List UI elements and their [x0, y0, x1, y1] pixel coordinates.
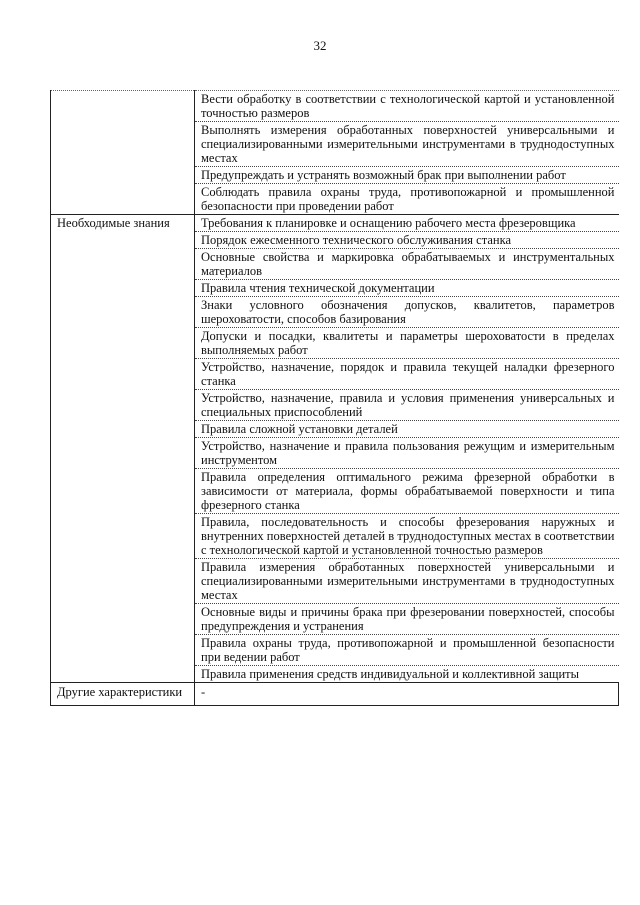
requirement-item: Вести обработку в соответствии с технологической картой и установленной точностью размеров: [195, 91, 619, 122]
requirement-item: Правила измерения обработанных поверхностей универсальными и специализированными измерительными инструментами в труднодоступных местах: [195, 559, 619, 604]
requirement-item: Устройство, назначение и правила пользования режущим и измерительным инструментом: [195, 438, 619, 469]
requirement-item: Правила охраны труда, противопожарной и промышленной безопасности при ведении работ: [195, 635, 619, 666]
requirement-item: Знаки условного обозначения допусков, квалитетов, параметров шероховатости, способов базирования: [195, 297, 619, 328]
table-body: [51, 91, 619, 706]
requirement-item: Соблюдать правила охраны труда, противопожарной и промышленной безопасности при проведении работ: [195, 184, 619, 215]
page-number: 32: [313, 38, 327, 53]
requirement-item: Правила сложной установки деталей: [195, 421, 619, 438]
requirement-item: Правила чтения технической документации: [195, 280, 619, 297]
other-characteristics-row: [51, 683, 619, 706]
requirement-item: Допуски и посадки, квалитеты и параметры шероховатости в пределах выполняемых работ: [195, 328, 619, 359]
requirement-item: Основные свойства и маркировка обрабатываемых и инструментальных материалов: [195, 249, 619, 280]
requirement-item: Требования к планировке и оснащению рабочего места фрезеровщика: [195, 215, 619, 232]
requirement-item: Правила применения средств индивидуальной и коллективной защиты: [195, 666, 619, 683]
section-label-continued: [51, 91, 195, 215]
table-row: [51, 91, 619, 122]
other-characteristics-value: -: [195, 683, 619, 706]
section-label: Необходимые знания: [51, 215, 195, 683]
requirement-item: Основные виды и причины брака при фрезеровании поверхностей, способы предупреждения и устранения: [195, 604, 619, 635]
requirement-item: Порядок ежесменного технического обслуживания станка: [195, 232, 619, 249]
requirement-item: Устройство, назначение, порядок и правила текущей наладки фрезерного станка: [195, 359, 619, 390]
requirement-item: Устройство, назначение, правила и условия применения универсальных и специальных приспособлений: [195, 390, 619, 421]
requirement-item: Правила, последовательность и способы фрезерования наружных и внутренних поверхностей деталей в труднодоступных местах в соответствии с технологической картой и установленной точностью размеров: [195, 514, 619, 559]
table-row: [51, 215, 619, 232]
requirement-item: Правила определения оптимального режима фрезерной обработки в зависимости от материала, формы обрабатываемой поверхности и типа фрезерного станка: [195, 469, 619, 514]
requirement-item: Предупреждать и устранять возможный брак при выполнении работ: [195, 167, 619, 184]
other-characteristics-label: Другие характеристики: [51, 683, 195, 706]
requirement-item: Выполнять измерения обработанных поверхностей универсальными и специализированными измерительными инструментами в труднодоступных местах: [195, 122, 619, 167]
competency-table: [50, 90, 619, 706]
